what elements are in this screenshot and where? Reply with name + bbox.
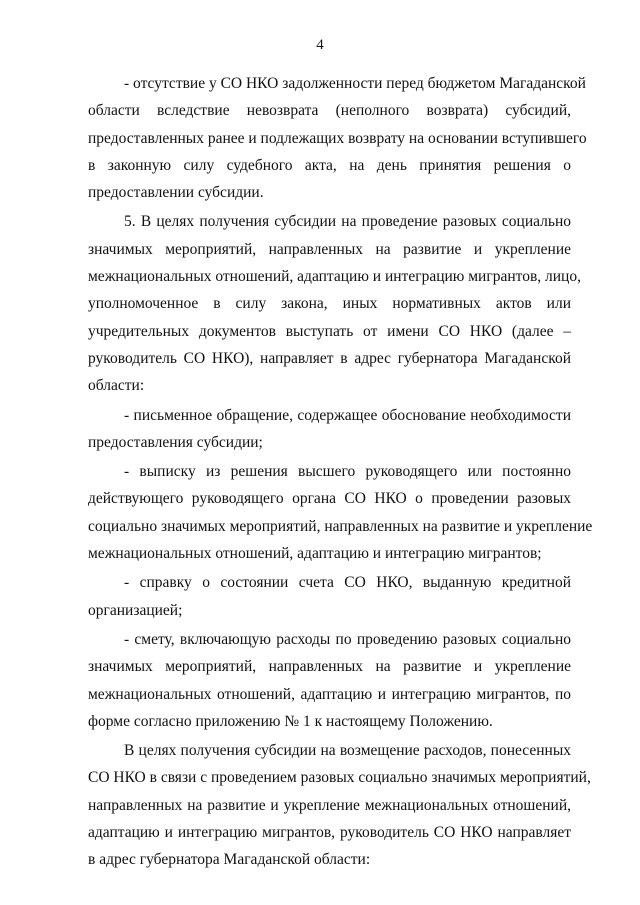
page-number: 4 — [316, 37, 324, 53]
text-line: предоставления субсидии; — [88, 433, 263, 451]
paragraph — [88, 402, 571, 457]
text-line: межнациональных отношений, адаптацию и интеграцию мигрантов; — [88, 545, 542, 563]
text-line: организацией; — [88, 601, 183, 619]
text-line: форме согласно приложению № 1 к настоящему Положению. — [88, 712, 493, 730]
text-line: - письменное обращение, содержащее обоснование необходимости — [124, 406, 571, 424]
text-line: руководитель СО НКО), направляет в адрес губернатора Магаданской — [88, 349, 571, 367]
paragraph — [88, 458, 593, 567]
document-body — [88, 70, 593, 874]
text-line: направленных на развитие и укрепление межнациональных отношений, — [88, 796, 571, 814]
text-line: - выписку из решения высшего руководящего или постоянно — [124, 463, 571, 481]
text-line: учредительных документов выступать от имени СО НКО (далее – — [88, 322, 571, 340]
text-line: межнациональных отношений, адаптацию и интеграцию мигрантов, лицо, — [88, 268, 581, 286]
text-line: - отсутствие у СО НКО задолженности перед бюджетом Магаданской — [124, 75, 586, 92]
text-line: в адрес губернатора Магаданской области: — [88, 851, 371, 869]
text-line: - справку о состоянии счета СО НКО, выданную кредитной — [124, 574, 571, 592]
paragraph — [88, 569, 571, 624]
paragraph — [88, 626, 571, 735]
text-line: значимых мероприятий, направленных на развитие и укрепление — [88, 658, 571, 676]
text-line: - смету, включающую расходы по проведению разовых социально — [124, 630, 571, 648]
text-line: межнациональных отношений, адаптацию и интеграцию мигрантов, по — [88, 685, 571, 703]
text-line: действующего руководящего органа СО НКО о проведении разовых — [88, 490, 571, 508]
paragraph — [88, 70, 587, 206]
text-line: значимых мероприятий, направленных на развитие и укрепление — [88, 240, 571, 258]
text-line: СО НКО в связи с проведением разовых социально значимых мероприятий, — [88, 769, 591, 787]
text-line: предоставлении субсидии. — [88, 184, 264, 202]
text-line: области вследствие невозврата (неполного возврата) субсидий, — [88, 102, 571, 120]
text-line: в законную силу судебного акта, на день принятия решения о — [88, 156, 571, 174]
text-line: социально значимых мероприятий, направленных на развитие и укрепление — [88, 517, 593, 535]
text-line: 5. В целях получения субсидии на проведение разовых социально — [124, 213, 571, 231]
text-line: адаптацию и интеграцию мигрантов, руководитель СО НКО направляет — [88, 824, 571, 842]
text-line: предоставленных ранее и подлежащих возврату на основании вступившего — [88, 129, 587, 147]
text-line: уполномоченное в силу закона, иных нормативных актов или — [88, 295, 571, 313]
text-line: В целях получения субсидии на возмещение расходов, понесенных — [124, 742, 571, 760]
paragraph — [88, 208, 581, 399]
paragraph — [88, 737, 591, 873]
text-line: области: — [88, 377, 145, 395]
